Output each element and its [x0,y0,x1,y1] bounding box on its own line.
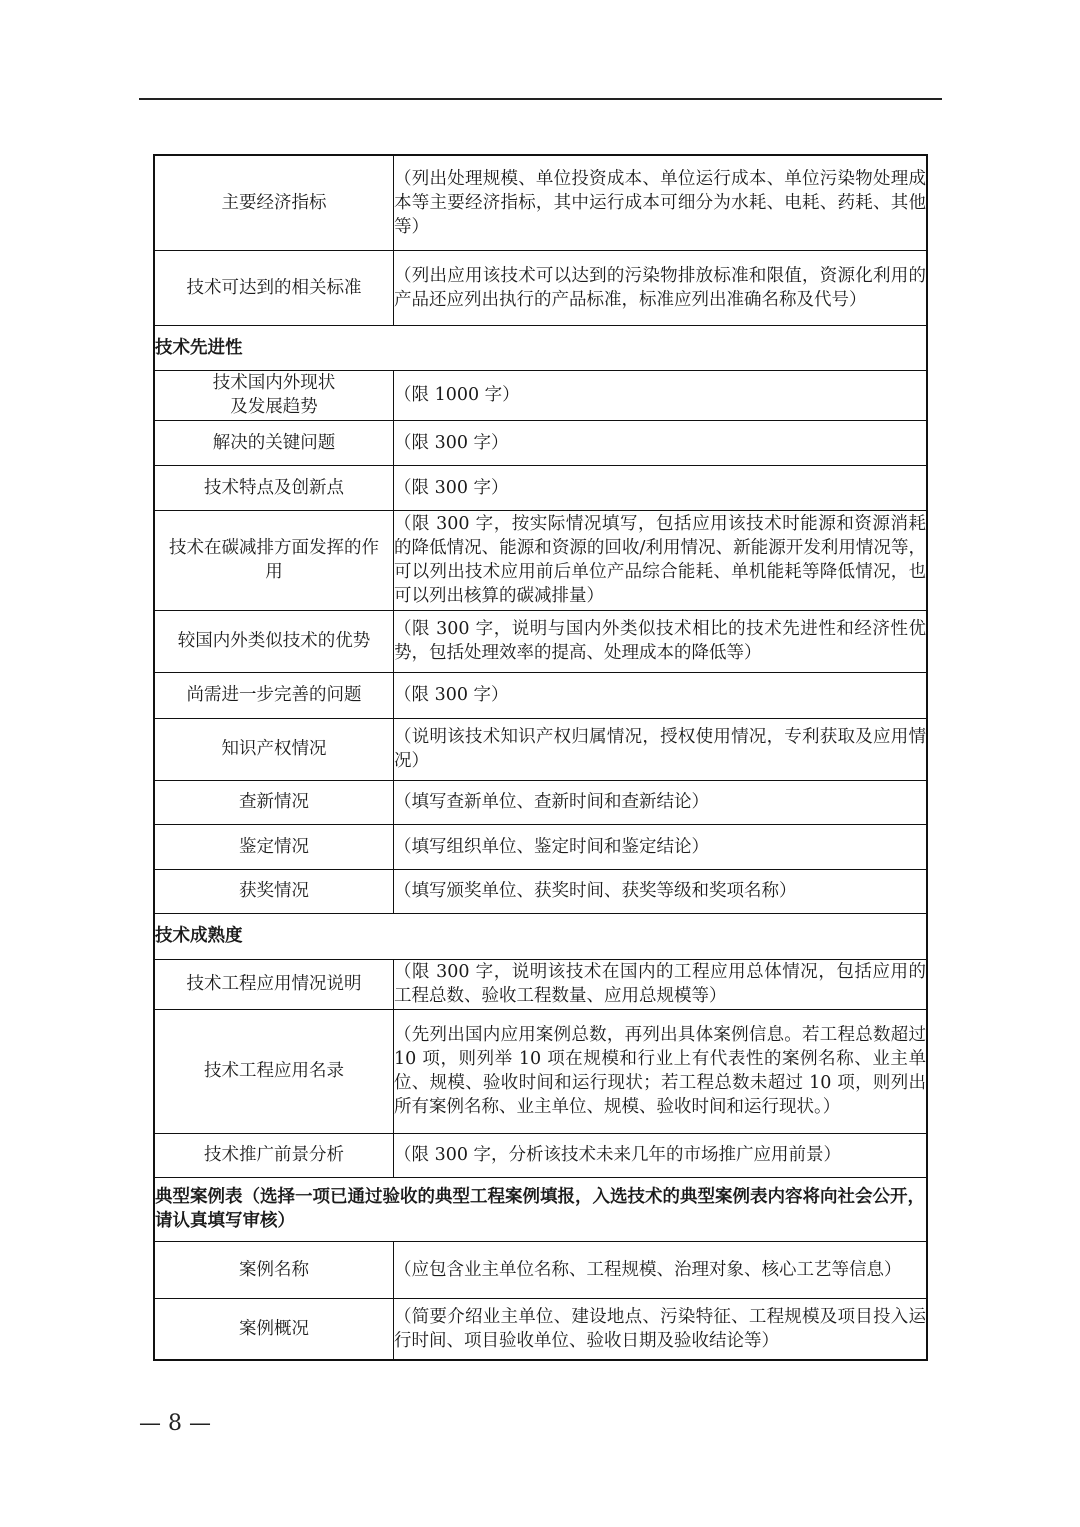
row-label: 技术工程应用情况说明 [154,959,394,1009]
row-label: 技术在碳减排方面发挥的作用 [154,510,394,610]
section-title: 技术先进性 [154,325,927,370]
table-row [154,155,927,250]
row-description: （限 300 字，说明与国内外类似技术相比的技术先进性和经济性优势，包括处理效率的提高、处理成本的降低等） [394,610,928,672]
table-row [154,869,927,913]
row-label: 查新情况 [154,780,394,824]
section-header-row [154,1177,927,1241]
row-label: 鉴定情况 [154,824,394,869]
row-label: 较国内外类似技术的优势 [154,610,394,672]
row-label: 案例名称 [154,1241,394,1298]
table-row [154,465,927,510]
row-description: （限 300 字，说明该技术在国内的工程应用总体情况，包括应用的工程总数、验收工程数量、应用总规模等） [394,959,928,1009]
table-row [154,250,927,325]
row-description: （限 1000 字） [394,370,928,420]
table-row [154,610,927,672]
row-description: （说明该技术知识产权归属情况，授权使用情况，专利获取及应用情况） [394,718,928,780]
row-description: （填写查新单位、查新时间和查新结论） [394,780,928,824]
table-row [154,370,927,420]
table-row [154,420,927,465]
row-label: 获奖情况 [154,869,394,913]
section-header-row [154,913,927,959]
row-description: （限 300 字） [394,672,928,718]
row-description: （填写组织单位、鉴定时间和鉴定结论） [394,824,928,869]
row-description: （简要介绍业主单位、建设地点、污染特征、工程规模及项目投入运行时间、项目验收单位、验收日期及验收结论等） [394,1298,928,1360]
row-label: 解决的关键问题 [154,420,394,465]
row-label: 技术推广前景分析 [154,1133,394,1177]
table-row [154,1298,927,1360]
table-row [154,1133,927,1177]
row-description: （列出处理规模、单位投资成本、单位运行成本、单位污染物处理成本等主要经济指标，其中运行成本可细分为水耗、电耗、药耗、其他等） [394,155,928,250]
section-title: 典型案例表（选择一项已通过验收的典型工程案例填报，入选技术的典型案例表内容将向社会公开，请认真填写审核） [154,1177,927,1241]
table-row [154,510,927,610]
row-label: 案例概况 [154,1298,394,1360]
table-row [154,1009,927,1133]
row-description: （应包含业主单位名称、工程规模、治理对象、核心工艺等信息） [394,1241,928,1298]
table-row [154,718,927,780]
header-rule [139,98,942,100]
table-row [154,672,927,718]
row-description: （限 300 字） [394,465,928,510]
row-description: （先列出国内应用案例总数，再列出具体案例信息。若工程总数超过 10 项，则列举 10 项在规模和行业上有代表性的案例名称、业主单位、规模、验收时间和运行现状；若工程总数未超过 10 项，则列出所有案例名称、业主单位、规模、验收时间和运行现状。） [394,1009,928,1133]
table-row [154,1241,927,1298]
section-header-row [154,325,927,370]
application-form-table [153,154,928,1361]
row-label: 知识产权情况 [154,718,394,780]
page-number: — 8 — [139,1411,211,1436]
row-label: 尚需进一步完善的问题 [154,672,394,718]
row-label: 技术特点及创新点 [154,465,394,510]
table-row [154,959,927,1009]
row-description: （填写颁奖单位、获奖时间、获奖等级和奖项名称） [394,869,928,913]
row-label: 主要经济指标 [154,155,394,250]
row-description: （限 300 字，按实际情况填写，包括应用该技术时能源和资源消耗的降低情况、能源和资源的回收/利用情况、新能源开发利用情况等，可以列出技术应用前后单位产品综合能耗、单机能耗等降低情况，也可以列出核算的碳减排量） [394,510,928,610]
section-title: 技术成熟度 [154,913,927,959]
table-row [154,824,927,869]
row-label: 技术可达到的相关标准 [154,250,394,325]
row-description: （列出应用该技术可以达到的污染物排放标准和限值，资源化利用的产品还应列出执行的产品标准，标准应列出准确名称及代号） [394,250,928,325]
row-label: 技术工程应用名录 [154,1009,394,1133]
row-label: 技术国内外现状及发展趋势 [154,370,394,420]
row-description: （限 300 字） [394,420,928,465]
row-description: （限 300 字，分析该技术未来几年的市场推广应用前景） [394,1133,928,1177]
table-row [154,780,927,824]
